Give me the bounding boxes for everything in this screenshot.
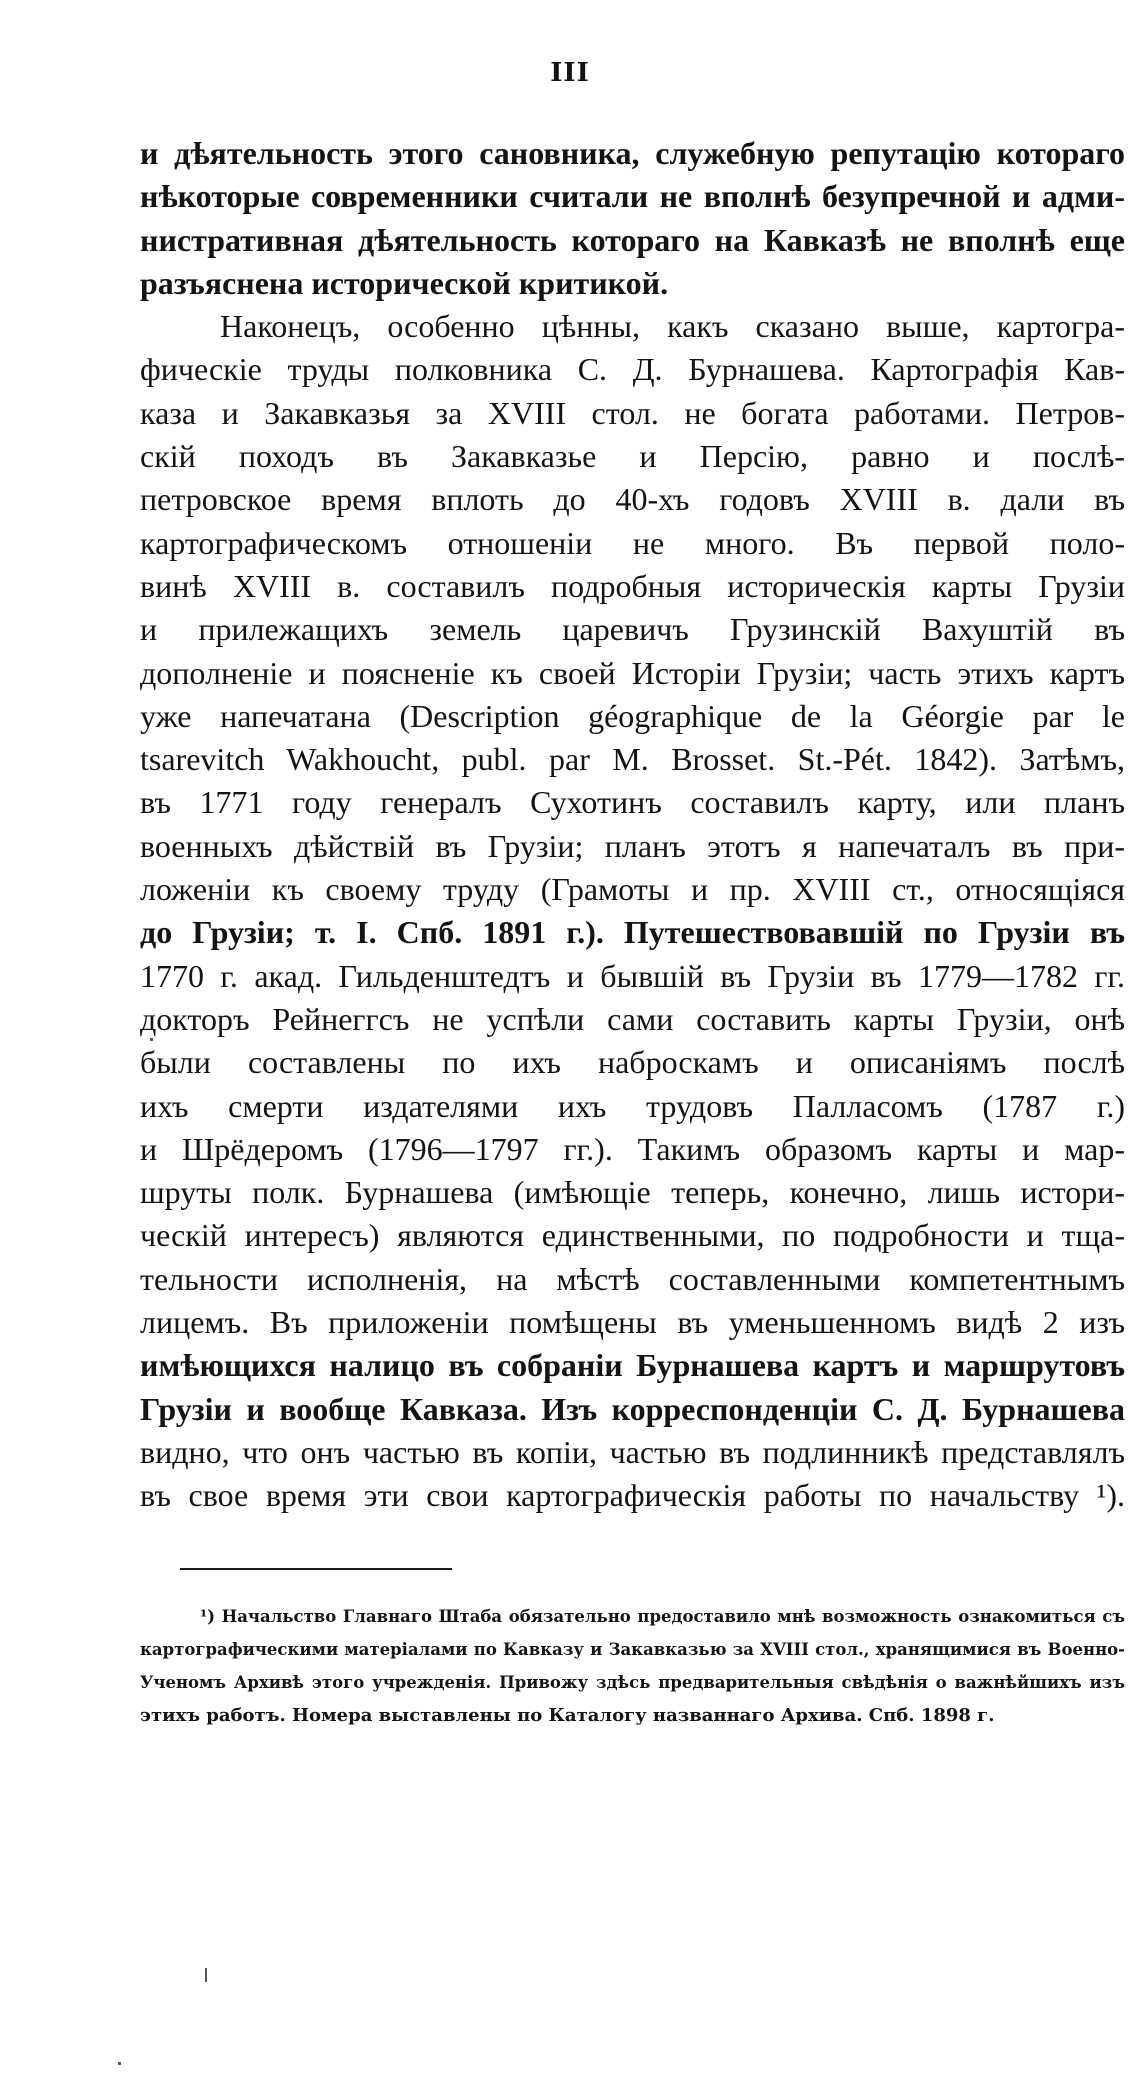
text-line: лицемъ. Въ приложеніи помѣщены въ уменьшенномъ видѣ 2 изъ [140,1304,1125,1341]
footnote-line: ¹) Начальство Главнаго Штаба обязательно предоставило мнѣ возможность ознакомиться съ [200,1607,1125,1626]
text-line: дополненіе и поясненіе къ своей Исторіи Грузіи; часть этихъ картъ [140,654,1125,691]
paragraph-first-line: Наконецъ, особенно цѣнны, какъ сказано выше, картогра- [220,308,1125,345]
text-line: ихъ смерти издателями ихъ трудовъ Палласомъ (1787 г.) [140,1087,1125,1124]
text-line: нистративная дѣятельность котораго на Кавказѣ не вполнѣ еще [140,221,1125,258]
footnote-line: Ученомъ Архивѣ этого учрежденія. Привожу здѣсь предварительныя свѣдѣнія о важнѣйшихъ изъ [140,1673,1125,1692]
text-line: tsarevitch Wakhoucht, publ. par M. Brosset. St.-Pét. 1842). Затѣмъ, [140,741,1125,778]
text-line: нѣкоторые современники считали не вполнѣ безупречной и адми- [140,178,1125,215]
footnote-line: этихъ работъ. Номера выставлены по Каталогу названнаго Архива. Спб. 1898 г. [140,1705,995,1726]
text-line: до Грузіи; т. I. Спб. 1891 г.). Путешествовавшій по Грузіи въ [140,914,1125,951]
text-line: тельности исполненія, на мѣстѣ составленными компетентнымъ [140,1260,1125,1297]
page-number: III [550,58,590,88]
main-text [140,132,1125,1518]
text-line: 1770 г. акад. Гильденштедтъ и бывшій въ Грузіи въ 1779—1782 гг. [140,957,1125,994]
text-line: каза и Закавказья за XVIII стол. не богата работами. Петров- [140,394,1125,431]
text-line: имѣющихся налицо въ собраніи Бурнашева картъ и маршрутовъ [140,1347,1125,1384]
text-line: военныхъ дѣйствій въ Грузіи; планъ этотъ я напечаталъ въ при- [140,827,1125,864]
text-line: и дѣятельность этого сановника, служебную репутацію котораго [140,135,1125,171]
text-line: были составлены по ихъ наброскамъ и описаніямъ послѣ [140,1044,1125,1081]
text-line: ложеніи къ своему труду (Грамоты и пр. XVIII ст., относящіяся [140,871,1125,908]
text-line: въ свое время эти свои картографическія работы по начальству ¹). [140,1477,1125,1514]
footnote [140,1600,1125,1732]
text-line: и прилежащихъ земель царевичъ Грузинскій Вахуштій въ [140,611,1125,648]
text-line: уже напечатана (Description géographique de la Géorgie par le [140,697,1125,734]
scan-speck [118,2062,121,2065]
scan-speck [150,1038,153,1041]
text-line: Грузіи и вообще Кавказа. Изъ корреспонденціи С. Д. Бурнашева [140,1390,1125,1427]
footnote-divider [180,1568,452,1570]
text-line: разъяснена исторической критикой. [140,264,669,301]
text-line: въ 1771 году генералъ Сухотинъ составилъ карту, или планъ [140,784,1125,821]
scan-speck [205,1968,207,1982]
text-line: винѣ XVIII в. составилъ подробныя историческія карты Грузіи [140,567,1125,604]
text-line: ческій интересъ) являются единственными, по подробности и тща- [140,1217,1125,1254]
text-line: картографическомъ отношеніи не много. Въ первой поло- [140,524,1125,561]
text-line: петровское время вплоть до 40-хъ годовъ XVIII в. дали въ [140,481,1125,518]
text-line: фическіе труды полковника С. Д. Бурнашева. Картографія Кав- [140,351,1125,388]
text-line: скій походъ въ Закавказье и Персію, равно и послѣ- [140,438,1125,475]
footnote-line: картографическими матеріалами по Кавказу и Закавказью за XVIII стол., хранящимися въ Военно- [140,1640,1125,1659]
text-line: шруты полк. Бурнашева (имѣющіе теперь, конечно, лишь истори- [140,1174,1125,1211]
text-line: и Шрёдеромъ (1796—1797 гг.). Такимъ образомъ карты и мар- [140,1130,1125,1167]
text-line: видно, что онъ частью въ копіи, частью въ подлинникѣ представлялъ [140,1433,1125,1470]
text-line: докторъ Рейнеггсъ не успѣли сами составить карты Грузіи, онѣ [140,1000,1125,1037]
